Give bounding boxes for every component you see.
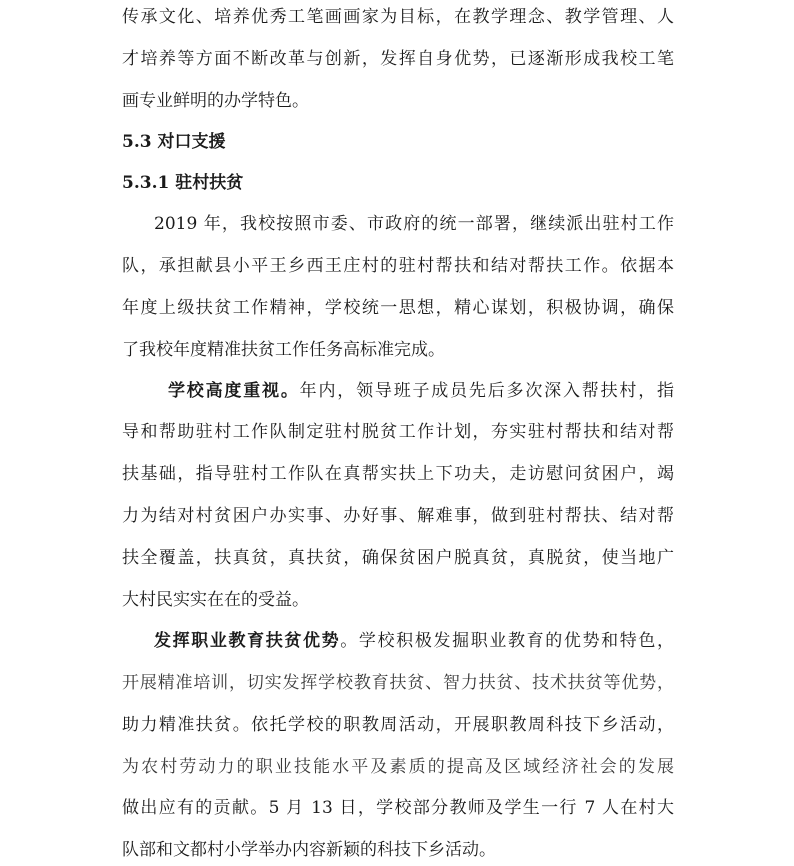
para1-line-3: 年度上级扶贫工作精神，学校统一思想，精心谋划，积极协调，确保 [122,298,674,318]
para2-line-5: 扶全覆盖，扶真贫，真扶贫，确保贫困户脱真贫，真脱贫，使当地广 [122,548,674,568]
para2-line-2: 导和帮助驻村工作队制定驻村脱贫工作计划，夯实驻村帮扶和结对帮 [122,422,674,442]
para2-line-6: 大村民实实在在的受益。 [122,590,309,610]
para1-line-1: 2019 年，我校按照市委、市政府的统一部署，继续派出驻村工作 [154,214,674,234]
para3-line-6: 队部和文都村小学举办内容新颖的科技下乡活动。 [122,840,496,860]
para3-line-2: 开展精准培训，切实发挥学校教育扶贫、智力扶贫、技术扶贫等优势， [122,673,674,693]
para3-line-1 [154,630,674,652]
intro-line-2: 才培养等方面不断改革与创新，发挥自身优势，已逐渐形成我校工笔 [122,49,674,69]
para2-first-rest: 年内，领导班子成员先后多次深入帮扶村，指 [299,381,674,401]
para2-lead: 学校高度重视。 [168,381,300,401]
para3-lead: 发挥职业教育扶贫优势 [154,631,341,651]
section-heading-5-3-1: 5.3.1 驻村扶贫 [122,173,244,193]
intro-line-3: 画专业鲜明的办学特色。 [122,91,309,111]
para2-line-4: 力为结对村贫困户办实事、办好事、解难事，做到驻村帮扶、结对帮 [122,506,674,526]
para3-line-3: 助力精准扶贫。依托学校的职教周活动，开展职教周科技下乡活动， [122,715,674,735]
para3-line-4: 为农村劳动力的职业技能水平及素质的提高及区域经济社会的发展 [122,757,674,777]
para3-line-5: 做出应有的贡献。5 月 13 日，学校部分教师及学生一行 7 人在村大 [122,798,674,818]
para1-line-4: 了我校年度精准扶贫工作任务高标准完成。 [122,340,445,360]
para1-line-2: 队，承担献县小平王乡西王庄村的驻村帮扶和结对帮扶工作。依据本 [122,256,674,276]
para2-line-3: 扶基础，指导驻村工作队在真帮实扶上下功夫，走访慰问贫困户，竭 [122,464,674,484]
para3-first-rest: 。学校积极发掘职业教育的优势和特色， [340,631,674,651]
intro-line-1: 传承文化、培养优秀工笔画画家为目标，在教学理念、教学管理、人 [122,7,674,27]
para2-line-1 [168,380,674,402]
section-heading-5-3: 5.3 对口支援 [122,132,226,152]
